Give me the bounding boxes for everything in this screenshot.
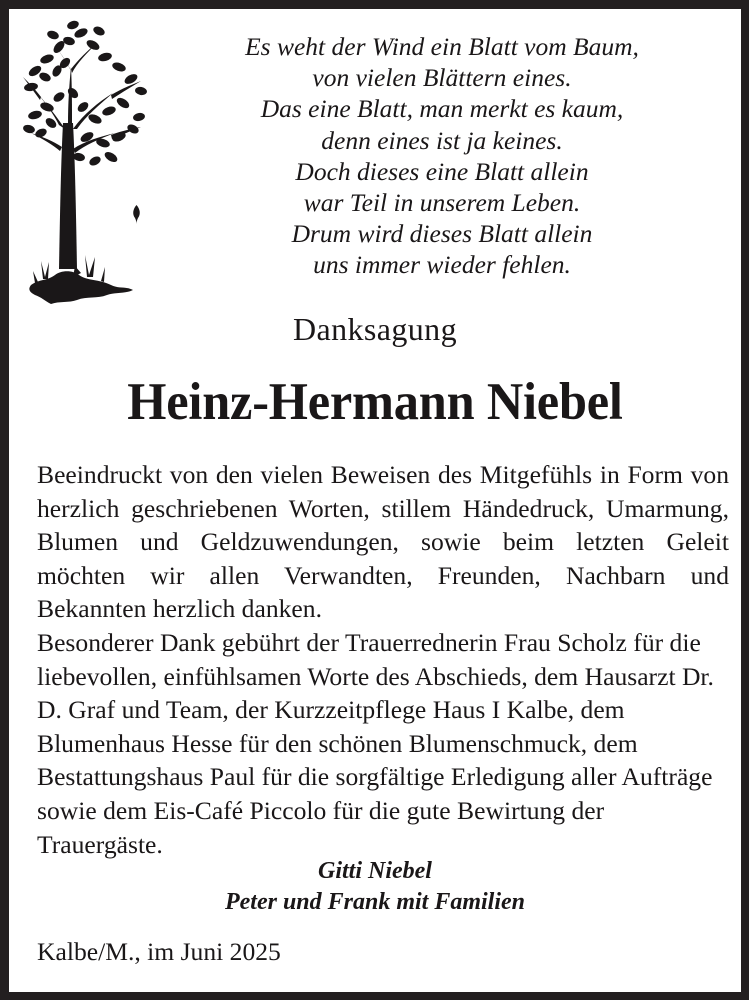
poem-line: Es weht der Wind ein Blatt vom Baum, [245,32,639,61]
body-paragraph: Beeindruckt von den vielen Beweisen des Mitgefühls in Form von herzlich geschriebenen Worten, stillem Händedruck, Umarmung, Blumen und Geldzuwendungen, sowie beim letzten Geleit möchten wir allen Verwandten, Freunden, Nachbarn und Bekannten herzlich danken. [37,460,729,624]
body-paragraph: Besonderer Dank gebührt der Trauerrednerin Frau Scholz für die liebevollen, einfühlsamen Worte des Abschieds, dem Hausarzt Dr. D. Graf und Team, der Kurzzeitpflege Haus I Kalbe, dem Blumenhaus Hesse für den schönen Blumenschmuck, dem Bestattungshaus Paul für die sorgfältige Erledigung aller Aufträge sowie dem Eis-Café Piccolo für die gute Bewirtung der Trauergäste. [37,627,714,859]
poem-line: uns immer wieder fehlen. [313,250,571,280]
place-and-date: Kalbe/M., im Juni 2025 [37,937,281,966]
signature-block [9,856,741,918]
poem-line: Doch dieses eine Blatt allein [295,156,589,186]
poem-line: Drum wird dieses Blatt allein [291,219,593,249]
falling-leaf-icon [131,205,142,224]
bare-tree-silhouette-icon [15,11,155,311]
poem-line: war Teil in unserem Leben. [303,188,581,218]
poem [157,31,727,281]
notice-kind-heading: Danksagung [293,311,457,347]
signature-line: Gitti Niebel [318,858,432,884]
poem-line: denn eines ist ja keines. [321,125,563,155]
poem-line: Das eine Blatt, man merkt es kaum, [260,94,624,124]
card-inner [9,9,741,992]
body-text [37,458,729,861]
deceased-name: Heinz-Hermann Niebel [127,373,623,431]
signature-line: Peter und Frank mit Familien [224,889,526,915]
poem-line: von vielen Blättern eines. [312,63,572,93]
